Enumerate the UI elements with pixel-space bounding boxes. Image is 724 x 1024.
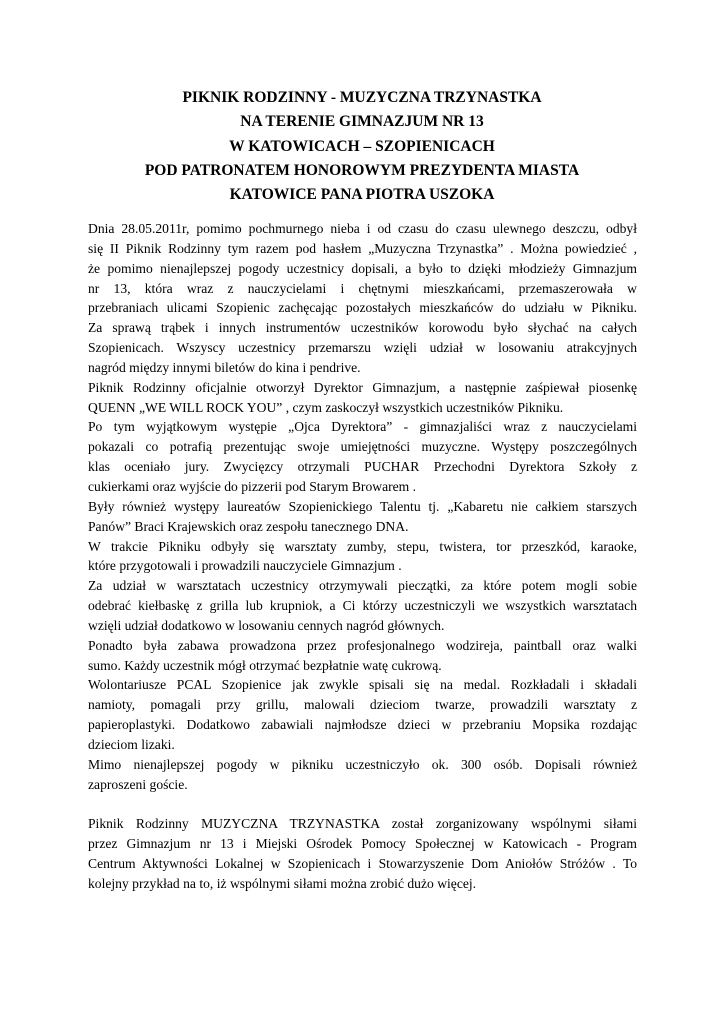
text-line: Centrum Aktywności Lokalnej w Szopienicach i Stowarzyszenie Dom Aniołów Stróżów . To (88, 856, 637, 871)
text-line: Piknik Rodzinny MUZYCZNA TRZYNASTKA został zorganizowany wspólnymi siłami (88, 816, 637, 832)
paragraph (88, 814, 637, 893)
text-line: Za udział w warsztatach uczestnicy otrzymywali pieczątki, za które potem mogli sobie (88, 578, 637, 594)
title-line: NA TERENIE GIMNAZJUM NR 13 (240, 113, 484, 131)
paragraph (88, 219, 637, 378)
title-line: KATOWICE PANA PIOTRA USZOKA (229, 186, 495, 204)
text-line: Mimo nienajlepszej pogody w pikniku uczestniczyło ok. 300 osób. Dopisali również (88, 756, 637, 772)
text-line: Za sprawą trąbek i innych instrumentów uczestników korowodu było słychać na całych (88, 320, 637, 336)
paragraph (88, 675, 637, 754)
text-line: Ponadto była zabawa prowadzona przez profesjonalnego wodzireja, paintball oraz walki (88, 637, 637, 653)
text-line: Szopienicach. Wszyscy uczestnicy przemarszu wzięli udział w losowaniu atrakcyjnych (88, 340, 637, 356)
text-line: pokazali co potrafią prezentując swoje umiejętności muzyczne. Występy poszczególnych (88, 439, 637, 455)
document-title (60, 86, 664, 207)
text-line: nagród między innymi biletów do kina i pendrive. (88, 359, 361, 375)
document-body (88, 219, 637, 894)
paragraph (88, 417, 637, 496)
paragraph (88, 537, 637, 577)
text-line: Dnia 28.05.2011r, pomimo pochmurnego nieba i od czasu do czasu ulewnego deszczu, odbył (88, 221, 637, 236)
title-line: POD PATRONATEM HONOROWYM PREZYDENTA MIASTA (144, 161, 580, 179)
paragraph (88, 636, 637, 676)
text-line: papieroplastyki. Dodatkowo zabawiali najmłodsze dzieci w przebraniu Mopsika rozdając (88, 717, 637, 733)
text-line: klas oceniało jury. Zwycięzcy otrzymali PUCHAR Przechodni Dyrektora Szkoły z (88, 459, 637, 475)
text-line: Piknik Rodzinny oficjalnie otworzył Dyrektor Gimnazjum, a następnie zaśpiewał piosenkę (88, 379, 637, 395)
title-line: W KATOWICACH – SZOPIENICACH (229, 137, 495, 155)
text-line: Wolontariusze PCAL Szopienice jak zwykle spisali się na medal. Rozkładali i składali (88, 677, 637, 693)
text-line: się II Piknik Rodzinny tym razem pod hasłem „Muzyczna Trzynastka” . Można powiedzieć , (88, 240, 637, 256)
text-line: nr 13, która wraz z nauczycielami i chętnymi mieszkańcami, przemaszerowała w (88, 280, 637, 296)
text-line: W trakcie Pikniku odbyły się warsztaty zumby, stepu, twistera, tor przeszkód, karaoke, (88, 538, 637, 554)
text-line: namioty, pomagali przy grillu, malowali dzieciom twarze, prowadzili warsztaty z (88, 697, 637, 713)
text-line: wzięli udział dodatkowo w losowaniu cennych nagród głównych. (88, 617, 445, 633)
text-line: Panów” Braci Krajewskich oraz zespołu tanecznego DNA. (88, 518, 409, 534)
text-line: sumo. Każdy uczestnik mógł otrzymać bezpłatnie watę cukrową. (88, 657, 442, 673)
text-line: dzieciom lizaki. (88, 736, 175, 752)
text-line: cukierkami oraz wyjście do pizzerii pod Starym Browarem . (88, 478, 417, 494)
text-line: kolejny przykład na to, iż wspólnymi siłami można zrobić dużo więcej. (88, 875, 477, 891)
text-line: przez Gimnazjum nr 13 i Miejski Ośrodek Pomocy Społecznej w Katowicach - Program (88, 836, 637, 852)
paragraph-spacer (88, 794, 637, 814)
paragraph (88, 378, 637, 418)
text-line: przebraniach ulicami Szopienic zachęcając pozostałych mieszkańców do udziału w Pikniku. (88, 300, 637, 316)
paragraph (88, 497, 637, 537)
text-line: że pomimo nienajlepszej pogody uczestnicy dopisali, a było to dzięki młodzieży Gimnazjum (88, 260, 637, 276)
title-line: PIKNIK RODZINNY - MUZYCZNA TRZYNASTKA (182, 89, 542, 106)
paragraph (88, 576, 637, 636)
text-line: Po tym wyjątkowym występie „Ojca Dyrektora” - gimnazjaliści wraz z nauczycielami (88, 419, 637, 435)
text-line: odebrać kiełbaskę z grilla lub krupniok, a Ci którzy uczestniczyli we wszystkich warsztatach (88, 598, 637, 614)
paragraph (88, 755, 637, 795)
text-line: które przygotowali i prowadzili nauczyciele Gimnazjum . (88, 558, 402, 574)
text-line: QUENN „WE WILL ROCK YOU” , czym zaskoczył wszystkich uczestników Pikniku. (88, 399, 564, 415)
text-line: zaproszeni goście. (88, 776, 188, 792)
text-line: Były również występy laureatów Szopienickiego Talentu tj. „Kabaretu nie całkiem starszych (88, 498, 637, 514)
